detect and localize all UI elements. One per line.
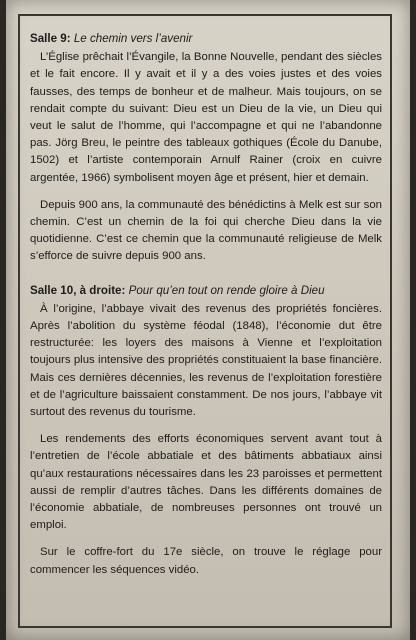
section-10-paragraph-2: Les rendements des efforts économiques servent avant tout à l’entretien de l’école abbatiale et des bâtiments abbatiaux ainsi qu’aux restaurations nécessaires dans les 23 paroisses et permettent aussi de remplir d’autres tâches. Dans les différents domaines de l’économie abbatiale, de nombreuses personnes ont trouvé un emploi. [30, 433, 382, 532]
section-10-heading [30, 282, 382, 299]
section-9-paragraph-2: Depuis 900 ans, la communauté des bénédictins à Melk est sur son chemin. C’est un chemin de la foi qui cherche Dieu dans la vie quotidienne. C’est ce chemin que la communauté religieuse de Melk s’efforce de suivre depuis 900 ans. [30, 198, 382, 263]
section-9-number: Salle 9: [30, 32, 71, 45]
section-9-heading [30, 30, 382, 47]
page-content [30, 30, 382, 589]
section-10-paragraph-3: Sur le coffre-fort du 17e siècle, on trouve le réglage pour commencer les séquences vidéo. [30, 546, 382, 576]
section-10-title: Pour qu’en tout on rende gloire à Dieu [128, 283, 325, 297]
section-9-title: Le chemin vers l’avenir [73, 32, 193, 45]
section-9-paragraph-1: L’Église prêchait l’Évangile, la Bonne Nouvelle, pendant des siècles et le fait encore. Il y avait et il y a des voies justes et des voies fausses, des temps de bonheur et de malheur. Mais toujours, on se rendait compte du suivant: Dieu est un Dieu de la vie, un Dieu qui veut le salut de l’homme, qui l’accompagne et qui ne l’abandonne pas. Jörg Breu, le peintre des tableaux gothiques (École du Danube, 1502) et l’artiste contemporain Arnulf Rainer (croix en cuivre argentée, 1966) symbolisent moyen âge et présent, hier et demain. [30, 51, 382, 184]
section-10-number: Salle 10, à droite: [30, 283, 126, 297]
section-10-paragraph-1: À l’origine, l’abbaye vivait des revenus des propriétés foncières. Après l’abolition du système féodal (1848), l’économie dut être restructurée: les loyers des maisons à Vienne et l’exploitation toujours plus intensive des propriétés constituaient la base financière. Mais ces dernières décennies, les revenus de l’exploitation forestière et de l’agriculture baissaient constamment. De nos jours, l’abbaye vit surtout des revenus du tourisme. [30, 302, 382, 419]
printed-page [6, 0, 410, 640]
